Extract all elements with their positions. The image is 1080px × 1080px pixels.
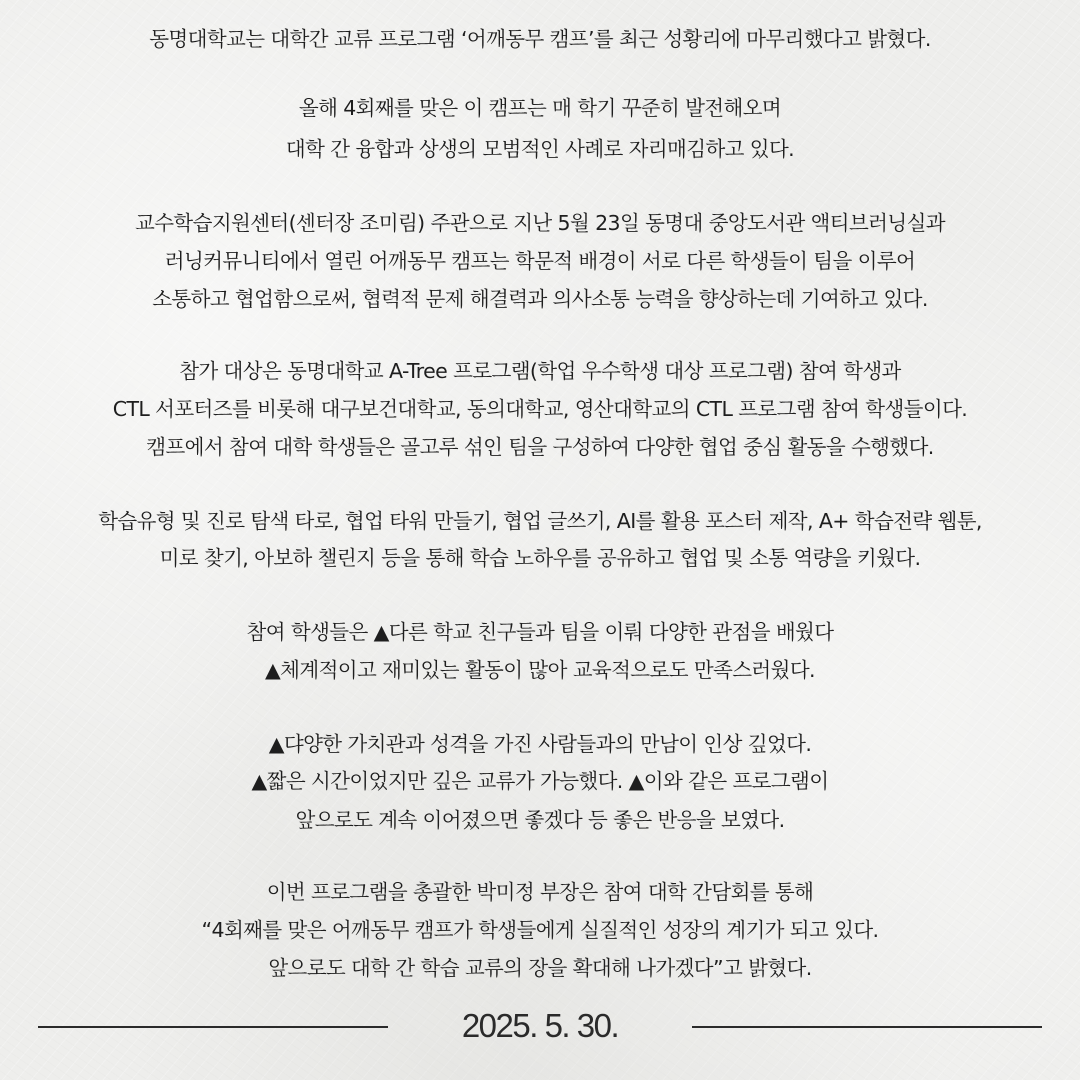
paragraph-4-line-3-text: 캠프에서 참여 대학 학생들은 골고루 섞인 팀을 구성하여 다양한 협업 중심 활동을 수행했다. [146,435,934,459]
paragraph-3-line-1-text: 교수학습지원센터(센터장 조미림) 주관으로 지난 5월 23일 동명대 중앙도서관 액티브러닝실과 [135,211,945,235]
paragraph-4-line-3 [0,432,1080,462]
paragraph-4-line-2-text: CTL 서포터즈를 비롯해 대구보건대학교, 동의대학교, 영산대학교의 CTL 프로그램 참여 학생들이다. [112,397,968,421]
paragraph-5-line-1 [0,506,1080,536]
paragraph-5-line-2 [0,543,1080,573]
paragraph-2-line-1 [0,93,1080,123]
paragraph-2-line-1-text: 올해 4회째를 맞은 이 캠프는 매 학기 꾸준히 발전해오며 [298,96,782,120]
paragraph-6-line-1-text: 참여 학생들은 ▲다른 학교 친구들과 팀을 이뤄 다양한 관점을 배웠다 [246,620,834,644]
paragraph-7-line-2 [0,766,1080,796]
paragraph-2-line-2 [0,134,1080,164]
paragraph-8-line-1-text: 이번 프로그램을 총괄한 박미정 부장은 참여 대학 간담회를 통해 [266,880,814,904]
paragraph-7-line-3-text: 앞으로도 계속 이어졌으면 좋겠다 등 좋은 반응을 보였다. [295,808,785,832]
paragraph-4-line-1-text: 참가 대상은 동명대학교 A-Tree 프로그램(학업 우수학생 대상 프로그램) 참여 학생과 [179,359,901,383]
paragraph-7-line-1-text: ▲댜양한 가치관과 성격을 가진 사람들과의 만남이 인상 깊었다. [268,732,812,756]
paragraph-7-line-3 [0,805,1080,835]
paragraph-6-line-1 [0,617,1080,647]
paragraph-4-line-1 [0,356,1080,386]
paragraph-6-line-2 [0,655,1080,685]
paragraph-1-line-1-text: 동명대학교는 대학간 교류 프로그램 ‘어깨동무 캠프’를 최근 성황리에 마무리했다고 밝혔다. [149,27,931,51]
paragraph-3-line-3 [0,284,1080,314]
paragraph-7-line-1 [0,729,1080,759]
paragraph-7-line-2-text: ▲짧은 시간이었지만 깊은 교류가 가능했다. ▲이와 같은 프로그램이 [251,769,829,793]
paragraph-8-line-3 [0,953,1080,983]
footer-divider-right [692,1026,1042,1028]
paragraph-8-line-2-text: “4회째를 맞은 어깨동무 캠프가 학생들에게 실질적인 성장의 계기가 되고 있다. [201,918,879,942]
paragraph-8-line-2 [0,915,1080,945]
paragraph-6-line-2-text: ▲체계적이고 재미있는 활동이 많아 교육적으로도 만족스러웠다. [265,658,815,682]
paragraph-4-line-2 [0,394,1080,424]
paragraph-8-line-3-text: 앞으로도 대학 간 학습 교류의 장을 확대해 나가겠다”고 밝혔다. [268,956,812,980]
paragraph-5-line-2-text: 미로 찾기, 아보하 챌린지 등을 통해 학습 노하우를 공유하고 협업 및 소통 역량을 키웠다. [159,546,921,570]
paragraph-2-line-2-text: 대학 간 융합과 상생의 모범적인 사례로 자리매김하고 있다. [285,137,795,161]
footer-divider-left [38,1026,388,1028]
paragraph-5-line-1-text: 학습유형 및 진로 탐색 타로, 협업 타워 만들기, 협업 글쓰기, AI를 활용 포스터 제작, A+ 학습전략 웹툰, [98,509,982,533]
paragraph-3-line-2-text: 러닝커뮤니티에서 열린 어깨동무 캠프는 학문적 배경이 서로 다른 학생들이 팀을 이루어 [164,249,916,273]
publication-date: 2025. 5. 30. [461,1007,619,1044]
paragraph-1-line-1 [0,24,1080,54]
paragraph-3-line-2 [0,246,1080,276]
paragraph-3-line-1 [0,208,1080,238]
paragraph-3-line-3-text: 소통하고 협업함으로써, 협력적 문제 해결력과 의사소통 능력을 향상하는데 기여하고 있다. [152,287,928,311]
paragraph-8-line-1 [0,877,1080,907]
